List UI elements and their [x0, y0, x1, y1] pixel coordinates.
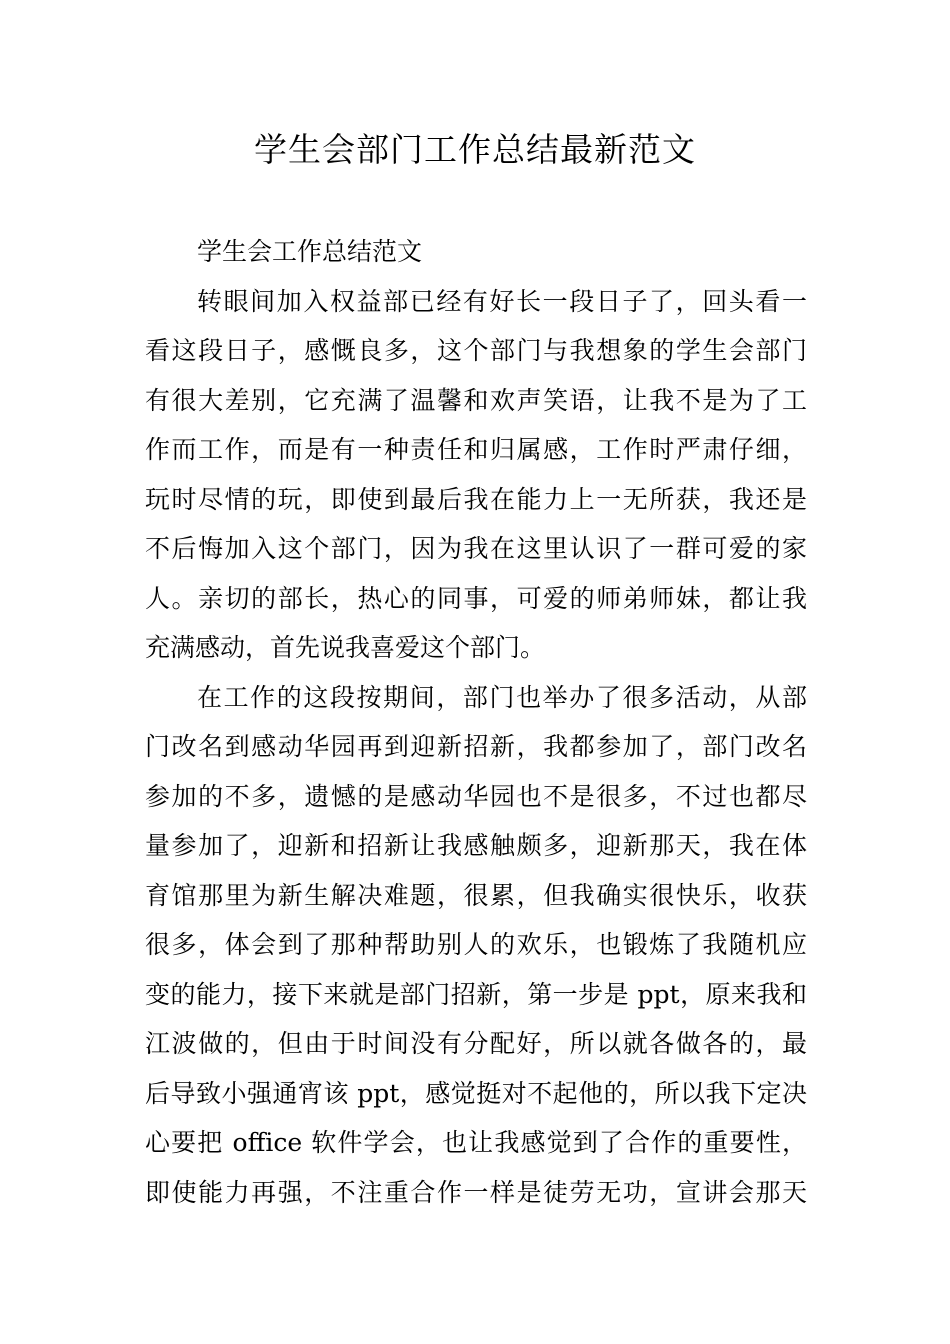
document-body — [145, 227, 807, 1217]
body-line: 玩时尽情的玩，即使到最后我在能力上一无所获，我还是 — [145, 484, 807, 514]
document-title: 学生会部门工作总结最新范文 — [254, 130, 696, 169]
body-line: 量参加了，迎新和招新让我感触颇多，迎新那天，我在体 — [145, 831, 807, 860]
body-line: 参加的不多，遗憾的是感动华园也不是很多，不过也都尽 — [145, 781, 807, 811]
body-line: 有很大差别，它充满了温馨和欢声笑语，让我不是为了工 — [145, 385, 807, 415]
body-line: 转眼间加入权益部已经有好长一段日子了，回头看一 — [197, 286, 807, 316]
body-line: 变的能力，接下来就是部门招新，第一步是 ppt，原来我和 — [145, 979, 807, 1009]
body-line: 学生会工作总结范文 — [197, 237, 423, 266]
body-line: 江波做的，但由于时间没有分配好，所以就各做各的，最 — [145, 1029, 807, 1058]
body-line: 门改名到感动华园再到迎新招新，我都参加了，部门改名 — [145, 732, 807, 761]
body-line: 不后悔加入这个部门，因为我在这里认识了一群可爱的家 — [145, 534, 807, 563]
body-line: 育馆那里为新生解决难题，很累，但我确实很快乐，收获 — [145, 880, 807, 910]
body-line: 人。亲切的部长，热心的同事，可爱的师弟师妹，都让我 — [145, 583, 807, 613]
body-line: 很多，体会到了那种帮助别人的欢乐，也锻炼了我随机应 — [145, 930, 807, 959]
body-line: 心要把 office 软件学会，也让我感觉到了合作的重要性， — [145, 1128, 807, 1157]
body-line: 看这段日子，感慨良多，这个部门与我想象的学生会部门 — [145, 336, 807, 365]
body-line: 充满感动，首先说我喜爱这个部门。 — [145, 633, 546, 662]
body-line: 在工作的这段按期间，部门也举办了很多活动，从部 — [197, 682, 807, 712]
body-line: 即使能力再强，不注重合作一样是徒劳无功，宣讲会那天 — [145, 1177, 807, 1207]
body-line: 后导致小强通宵该 ppt，感觉挺对不起他的，所以我下定决 — [145, 1078, 807, 1108]
body-line: 作而工作，而是有一种责任和归属感，工作时严肃仔细， — [145, 435, 807, 464]
